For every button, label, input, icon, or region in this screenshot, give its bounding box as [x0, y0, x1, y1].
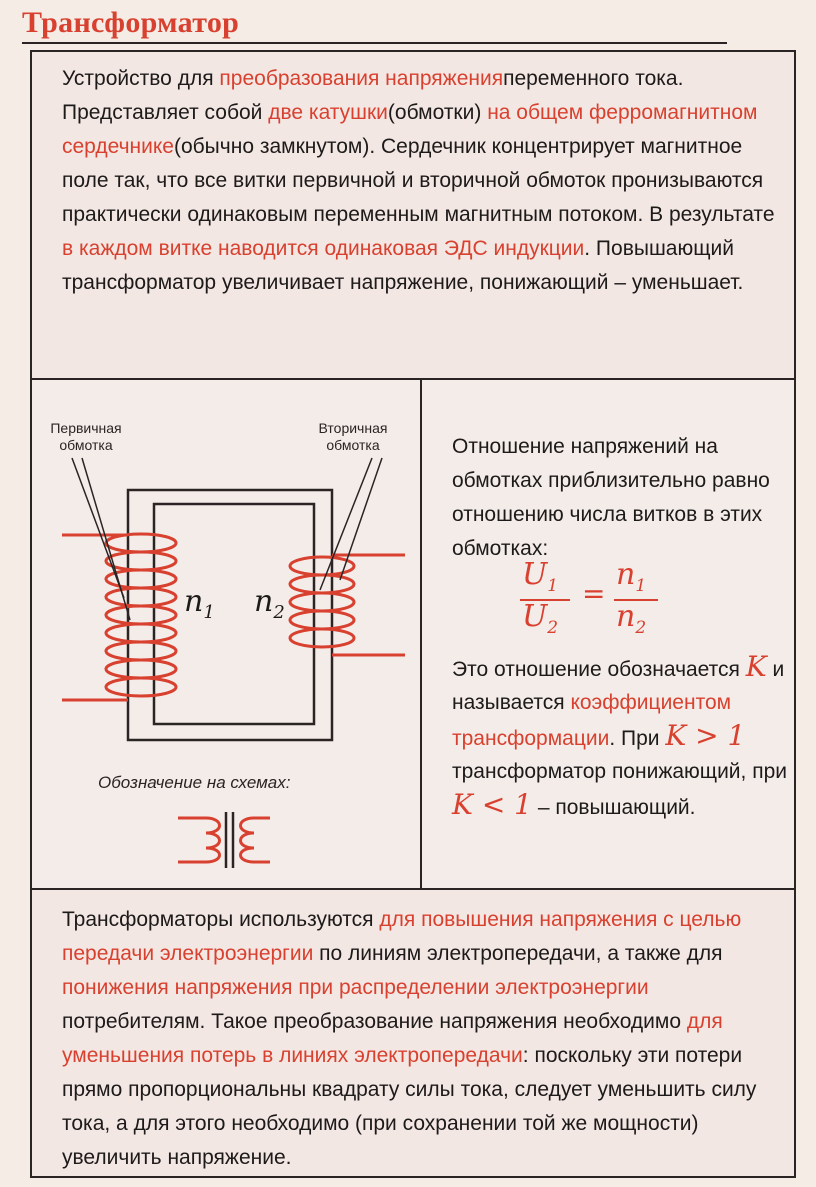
n2-label: [254, 584, 285, 623]
coef-highlight: коэффициентом трансформации: [452, 691, 732, 750]
secondary-label-line: обмотка: [326, 437, 380, 453]
intro-text: (обычно замкнутом). Сердечник концентрирует магнитное поле так, что все витки первичной и вторичной обмоток пронизываются практически одинаковым переменным магнитным потоком. В результате: [62, 135, 775, 226]
secondary-pointer: [320, 458, 372, 590]
coef-text: и называется: [452, 658, 785, 714]
intro-highlight: на общем ферромагнитном сердечнике: [62, 101, 758, 158]
n1-base: n: [184, 584, 204, 619]
u2-base: U: [522, 599, 548, 634]
intro-highlight: в каждом витке наводится одинаковая ЭДС индукции: [62, 237, 585, 260]
usage-highlight: для повышения напряжения с целью передачи электроэнергии: [62, 908, 742, 965]
usage-paragraph: [62, 903, 787, 1175]
intro-text: (обмотки): [387, 101, 488, 124]
page-title: Трансформатор: [22, 6, 240, 39]
n2-base: n: [616, 599, 636, 634]
primary-pointer: [72, 458, 124, 598]
k-less-one: K < 1: [452, 788, 532, 821]
n1-label: [184, 584, 215, 623]
transformer-symbol: [178, 812, 270, 868]
coef-text: Это отношение обозначается: [452, 658, 746, 681]
intro-highlight: преобразования напряжения: [219, 67, 504, 90]
intro-text: переменного тока. Представляет собой: [62, 67, 684, 124]
coefficient-text: [452, 650, 792, 824]
coef-text: – повышающий.: [532, 796, 696, 819]
n2-sub: 2: [273, 602, 285, 623]
ratio-text: Отношение напряжений на обмотках приблизительно равно отношению числа витков в этих обмотках:: [452, 435, 770, 560]
k-symbol: K: [745, 650, 767, 683]
usage-text: по линиям электропередачи, а также для: [313, 942, 723, 965]
usage-text: : поскольку эти потери прямо пропорциональны квадрату силы тока, следует уменьшить силу тока, а для этого необходимо (при сохранении той же мощности) увеличить напряжение.: [62, 1044, 757, 1169]
primary-label-line: Первичная: [50, 420, 122, 436]
coef-text: трансформатор понижающий, при: [452, 760, 787, 783]
u2-term: [522, 599, 558, 638]
n2-base: n: [254, 584, 274, 619]
secondary-coil: [290, 555, 405, 655]
intro-highlight: две катушки: [268, 101, 388, 124]
u1-sub: 1: [547, 576, 559, 596]
usage-highlight: для уменьшения потерь в линиях электропередачи: [62, 1010, 723, 1067]
coef-text: . При: [609, 727, 666, 750]
usage-highlight: понижения напряжения при распределении электроэнергии: [62, 976, 649, 999]
intro-text: Устройство для: [62, 67, 220, 90]
n2-term: [616, 599, 646, 638]
u2-sub: 2: [547, 618, 559, 638]
intro-text: . Повышающий трансформатор увеличивает напряжение, понижающий – уменьшает.: [62, 237, 744, 294]
u1-base: U: [522, 557, 548, 592]
primary-coil: [62, 534, 176, 700]
primary-label-line: обмотка: [59, 437, 113, 453]
ratio-formula: [520, 557, 700, 643]
n2-sub: 2: [635, 618, 647, 638]
secondary-label-line: Вторичная: [318, 420, 388, 436]
core-outer: [128, 490, 332, 740]
n1-term: [616, 557, 646, 596]
secondary-winding-label: [298, 420, 408, 454]
core-inner: [154, 504, 314, 724]
n1-base: n: [616, 557, 636, 592]
k-greater-one: K > 1: [665, 719, 746, 752]
n1-sub: 1: [635, 576, 647, 596]
schematic-label: Обозначение на схемах:: [98, 773, 291, 792]
usage-text: Трансформаторы используются: [62, 908, 380, 931]
u1-term: [522, 557, 558, 596]
primary-winding-label: [34, 420, 138, 454]
equals-sign: =: [582, 577, 606, 610]
secondary-pointer: [340, 458, 382, 580]
usage-text: потребителям. Такое преобразование напряжения необходимо: [62, 1010, 687, 1033]
n1-sub: 1: [203, 602, 215, 623]
